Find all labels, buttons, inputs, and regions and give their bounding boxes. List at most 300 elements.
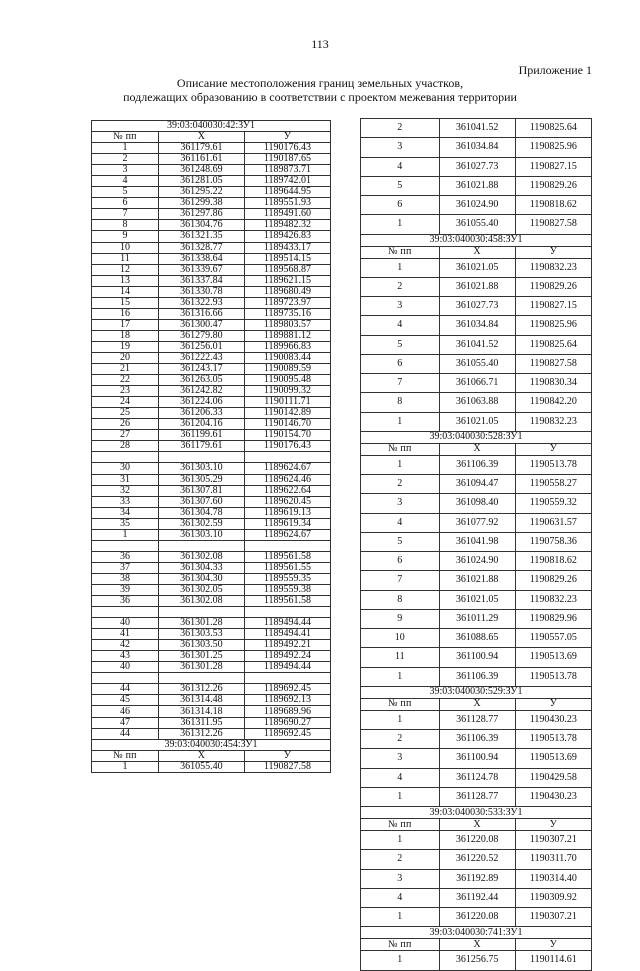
- point-number: 14: [92, 286, 159, 297]
- coordinate-x: 361094.47: [439, 475, 515, 494]
- point-number: 5: [92, 187, 159, 198]
- coordinate-x: 361301.28: [158, 618, 244, 629]
- table-row: [92, 154, 331, 165]
- parcel-cadastral-number: 39:03:040030:528:ЗУ1: [361, 431, 592, 443]
- column-header-y: У: [244, 750, 330, 761]
- table-row: [361, 951, 592, 970]
- point-number: 6: [361, 196, 440, 215]
- point-number: 3: [361, 297, 440, 316]
- table-row: [92, 629, 331, 640]
- coordinate-y: 1190430.23: [515, 710, 591, 729]
- point-number: 1: [92, 761, 159, 772]
- coordinate-x: 361281.05: [158, 176, 244, 187]
- point-number: 7: [92, 209, 159, 220]
- table-row: [92, 264, 331, 275]
- coordinate-x: 361192.89: [439, 869, 515, 888]
- coordinate-x: 361041.98: [439, 532, 515, 551]
- column-header-number: № пп: [92, 750, 159, 761]
- coordinate-x: 361021.88: [439, 277, 515, 296]
- coordinate-x: 361303.50: [158, 640, 244, 651]
- coordinate-x: 361021.05: [439, 258, 515, 277]
- column-header-y: У: [515, 443, 591, 455]
- point-number: 18: [92, 330, 159, 341]
- table-row: [92, 651, 331, 662]
- table-row: [361, 710, 592, 729]
- coordinate-x: 361311.95: [158, 717, 244, 728]
- point-number: 34: [92, 507, 159, 518]
- point-number: 1: [361, 412, 440, 431]
- point-number: 15: [92, 297, 159, 308]
- coordinate-x: 361224.06: [158, 397, 244, 408]
- document-title-line-1: Описание местоположения границ земельных участков,: [176, 76, 464, 90]
- coordinate-y: 1189494.44: [244, 662, 330, 673]
- coordinate-x: [158, 673, 244, 684]
- table-row: [92, 220, 331, 231]
- coordinate-y: 1190111.71: [244, 397, 330, 408]
- coordinate-y: 1190842.20: [515, 393, 591, 412]
- column-header-number: № пп: [361, 443, 440, 455]
- table-row: [361, 571, 592, 590]
- table-row: [92, 474, 331, 485]
- point-number: 4: [361, 768, 440, 787]
- column-header-number: № пп: [361, 698, 440, 710]
- coordinate-x: 361314.18: [158, 706, 244, 717]
- coordinate-x: 361106.39: [439, 455, 515, 474]
- coordinate-x: 361302.08: [158, 596, 244, 607]
- coordinate-x: 361206.33: [158, 408, 244, 419]
- coordinate-x: 361314.48: [158, 695, 244, 706]
- point-number: 1: [361, 710, 440, 729]
- point-number: 1: [361, 951, 440, 970]
- table-row: [92, 607, 331, 618]
- point-number: [92, 540, 159, 551]
- column-header-x: X: [439, 698, 515, 710]
- coordinate-y: 1190429.58: [515, 768, 591, 787]
- point-number: 36: [92, 596, 159, 607]
- coordinate-x: 361316.66: [158, 308, 244, 319]
- table-row: [92, 209, 331, 220]
- point-number: 35: [92, 518, 159, 529]
- point-number: 10: [92, 242, 159, 253]
- coordinate-y: 1190142.89: [244, 408, 330, 419]
- coordinate-y: 1190513.69: [515, 749, 591, 768]
- coordinate-y: 1189482.32: [244, 220, 330, 231]
- coordinates-table-left: [91, 120, 331, 773]
- coordinate-x: 361077.92: [439, 513, 515, 532]
- coordinate-y: 1190827.58: [515, 354, 591, 373]
- coordinate-x: 361124.78: [439, 768, 515, 787]
- table-row: [92, 330, 331, 341]
- coordinate-y: 1189433.17: [244, 242, 330, 253]
- coordinate-x: 361179.61: [158, 143, 244, 154]
- coordinate-x: 361303.53: [158, 629, 244, 640]
- table-row: [92, 242, 331, 253]
- table-row: [92, 463, 331, 474]
- table-row: [92, 584, 331, 595]
- coordinate-y: 1189966.83: [244, 341, 330, 352]
- coordinate-x: 361011.29: [439, 609, 515, 628]
- point-number: 4: [361, 316, 440, 335]
- coordinate-x: 361220.08: [439, 831, 515, 850]
- coordinate-y: 1190825.64: [515, 119, 591, 138]
- point-number: 47: [92, 717, 159, 728]
- table-row: [361, 908, 592, 927]
- coordinate-x: 361339.67: [158, 264, 244, 275]
- coordinate-x: [158, 607, 244, 618]
- coordinate-x: [158, 452, 244, 463]
- table-row: [92, 662, 331, 673]
- coordinate-y: 1189692.45: [244, 684, 330, 695]
- coordinate-x: 361027.73: [439, 297, 515, 316]
- coordinate-y: 1190176.43: [244, 143, 330, 154]
- table-row: [361, 513, 592, 532]
- point-number: 1: [361, 215, 440, 234]
- coordinate-x: 361220.08: [439, 908, 515, 927]
- coordinate-y: 1189644.95: [244, 187, 330, 198]
- coordinate-y: 1189624.46: [244, 474, 330, 485]
- coordinate-y: 1189492.24: [244, 651, 330, 662]
- point-number: 4: [92, 176, 159, 187]
- coordinate-y: 1190825.64: [515, 335, 591, 354]
- point-number: 5: [361, 532, 440, 551]
- point-number: 23: [92, 386, 159, 397]
- table-row: [92, 275, 331, 286]
- table-row: [92, 319, 331, 330]
- coordinate-x: 361256.75: [439, 951, 515, 970]
- point-number: 9: [92, 231, 159, 242]
- column-header-x: X: [439, 939, 515, 951]
- coordinate-x: 361204.16: [158, 419, 244, 430]
- column-header-row: [361, 698, 592, 710]
- coordinate-y: 1189735.16: [244, 308, 330, 319]
- coordinate-y: 1190827.58: [244, 761, 330, 772]
- table-row: [361, 277, 592, 296]
- point-number: 25: [92, 408, 159, 419]
- coordinate-x: 361304.30: [158, 573, 244, 584]
- coordinate-y: 1189561.58: [244, 596, 330, 607]
- table-row: [361, 335, 592, 354]
- coordinate-x: 361263.05: [158, 375, 244, 386]
- point-number: 8: [92, 220, 159, 231]
- coordinate-y: 1190513.78: [515, 667, 591, 686]
- point-number: 3: [361, 749, 440, 768]
- coordinate-x: 361128.77: [439, 710, 515, 729]
- coordinate-x: 361279.80: [158, 330, 244, 341]
- coordinate-y: 1190307.21: [515, 908, 591, 927]
- point-number: 2: [92, 154, 159, 165]
- coordinate-x: [158, 540, 244, 551]
- table-row: [361, 455, 592, 474]
- coordinate-y: 1190307.21: [515, 831, 591, 850]
- coordinate-y: 1189624.67: [244, 463, 330, 474]
- coordinate-y: 1189494.41: [244, 629, 330, 640]
- parcel-title-row: [361, 807, 592, 819]
- coordinate-x: 361098.40: [439, 494, 515, 513]
- point-number: 10: [361, 629, 440, 648]
- coordinate-y: 1189689.96: [244, 706, 330, 717]
- coordinate-y: 1189803.57: [244, 319, 330, 330]
- coordinate-x: 361305.29: [158, 474, 244, 485]
- parcel-cadastral-number: 39:03:040030:529:ЗУ1: [361, 686, 592, 698]
- coordinate-y: 1190832.23: [515, 258, 591, 277]
- coordinate-y: 1190146.70: [244, 419, 330, 430]
- coordinate-x: 361304.78: [158, 507, 244, 518]
- point-number: 3: [361, 138, 440, 157]
- coordinate-y: 1190095.48: [244, 375, 330, 386]
- coordinate-y: 1190154.70: [244, 430, 330, 441]
- parcel-cadastral-number: 39:03:040030:458:ЗУ1: [361, 234, 592, 246]
- coordinate-y: 1189873.71: [244, 165, 330, 176]
- coordinate-x: 361021.88: [439, 571, 515, 590]
- table-row: [361, 768, 592, 787]
- parcel-title-row: [92, 739, 331, 750]
- column-header-y: У: [515, 819, 591, 831]
- point-number: 32: [92, 485, 159, 496]
- coordinate-x: 361055.40: [439, 354, 515, 373]
- point-number: 36: [92, 551, 159, 562]
- table-row: [92, 408, 331, 419]
- table-row: [92, 618, 331, 629]
- table-row: [361, 393, 592, 412]
- table-row: [92, 728, 331, 739]
- point-number: 2: [361, 277, 440, 296]
- table-row: [92, 452, 331, 463]
- table-row: [92, 562, 331, 573]
- parcel-title-row: [361, 686, 592, 698]
- coordinate-x: 361301.28: [158, 662, 244, 673]
- table-row: [92, 518, 331, 529]
- point-number: 11: [361, 648, 440, 667]
- column-header-x: X: [439, 246, 515, 258]
- point-number: 7: [361, 571, 440, 590]
- coordinate-x: 361338.64: [158, 253, 244, 264]
- coordinate-y: 1190430.23: [515, 787, 591, 806]
- table-row: [92, 529, 331, 540]
- parcel-title-row: [361, 927, 592, 939]
- column-header-number: № пп: [92, 132, 159, 143]
- column-header-row: [92, 132, 331, 143]
- coordinate-x: 361041.52: [439, 335, 515, 354]
- coordinate-x: 361330.78: [158, 286, 244, 297]
- table-row: [92, 364, 331, 375]
- coordinate-x: 361307.81: [158, 485, 244, 496]
- point-number: 1: [361, 908, 440, 927]
- coordinate-y: 1190089.59: [244, 364, 330, 375]
- coordinate-y: 1190825.96: [515, 316, 591, 335]
- coordinate-x: 361243.17: [158, 364, 244, 375]
- table-row: [92, 596, 331, 607]
- coordinate-y: 1189621.15: [244, 275, 330, 286]
- coordinate-x: 361321.35: [158, 231, 244, 242]
- parcel-title-row: [361, 431, 592, 443]
- table-row: [361, 749, 592, 768]
- coordinate-y: 1190829.26: [515, 176, 591, 195]
- point-number: 6: [92, 198, 159, 209]
- coordinate-y: 1190825.96: [515, 138, 591, 157]
- table-row: [361, 196, 592, 215]
- table-row: [361, 629, 592, 648]
- point-number: 20: [92, 352, 159, 363]
- column-header-y: У: [515, 698, 591, 710]
- parcel-cadastral-number: 39:03:040030:454:ЗУ1: [92, 739, 331, 750]
- coordinate-y: 1190099.32: [244, 386, 330, 397]
- table-row: [361, 475, 592, 494]
- coordinate-x: 361066.71: [439, 374, 515, 393]
- point-number: 40: [92, 618, 159, 629]
- coordinate-x: 361303.10: [158, 529, 244, 540]
- coordinate-y: 1190083.44: [244, 352, 330, 363]
- column-header-number: № пп: [361, 246, 440, 258]
- coordinate-x: 361304.76: [158, 220, 244, 231]
- table-row: [92, 165, 331, 176]
- table-row: [92, 673, 331, 684]
- point-number: 8: [361, 590, 440, 609]
- coordinate-x: 361248.69: [158, 165, 244, 176]
- coordinate-x: 361034.84: [439, 138, 515, 157]
- coordinate-x: 361100.94: [439, 648, 515, 667]
- table-row: [92, 706, 331, 717]
- coordinate-x: 361106.39: [439, 730, 515, 749]
- point-number: 6: [361, 552, 440, 571]
- point-number: 4: [361, 513, 440, 532]
- coordinate-y: [244, 607, 330, 618]
- coordinate-x: 361222.43: [158, 352, 244, 363]
- coordinate-y: 1189426.83: [244, 231, 330, 242]
- point-number: 5: [361, 335, 440, 354]
- point-number: 38: [92, 573, 159, 584]
- point-number: [92, 673, 159, 684]
- point-number: 43: [92, 651, 159, 662]
- table-row: [361, 532, 592, 551]
- point-number: 5: [361, 176, 440, 195]
- table-row: [92, 397, 331, 408]
- coordinate-x: 361055.40: [158, 761, 244, 772]
- coordinate-y: 1189494.44: [244, 618, 330, 629]
- point-number: 1: [361, 667, 440, 686]
- point-number: 2: [361, 730, 440, 749]
- coordinate-y: 1190832.23: [515, 590, 591, 609]
- coordinate-y: 1190818.62: [515, 552, 591, 571]
- point-number: 41: [92, 629, 159, 640]
- coordinate-x: 361307.60: [158, 496, 244, 507]
- coordinate-x: 361328.77: [158, 242, 244, 253]
- coordinate-x: 361220.52: [439, 850, 515, 869]
- coordinate-x: 361034.84: [439, 316, 515, 335]
- table-row: [361, 648, 592, 667]
- point-number: 1: [361, 455, 440, 474]
- column-header-x: X: [439, 443, 515, 455]
- point-number: 11: [92, 253, 159, 264]
- point-number: 28: [92, 441, 159, 452]
- table-row: [361, 297, 592, 316]
- coordinate-x: 361021.05: [439, 412, 515, 431]
- coordinate-y: 1190558.27: [515, 475, 591, 494]
- point-number: 1: [361, 258, 440, 277]
- coordinate-y: 1189619.34: [244, 518, 330, 529]
- point-number: 3: [92, 165, 159, 176]
- coordinate-x: 361302.05: [158, 584, 244, 595]
- column-header-y: У: [515, 246, 591, 258]
- coordinate-y: 1189561.55: [244, 562, 330, 573]
- coordinate-x: 361128.77: [439, 787, 515, 806]
- coordinate-x: 361055.40: [439, 215, 515, 234]
- coordinate-y: 1189514.15: [244, 253, 330, 264]
- point-number: 9: [361, 609, 440, 628]
- point-number: 31: [92, 474, 159, 485]
- point-number: 1: [92, 529, 159, 540]
- coordinate-y: 1190631.57: [515, 513, 591, 532]
- coordinate-y: 1190829.26: [515, 277, 591, 296]
- coordinate-x: 361088.65: [439, 629, 515, 648]
- point-number: 19: [92, 341, 159, 352]
- coordinate-x: 361027.73: [439, 157, 515, 176]
- coordinate-x: 361192.44: [439, 888, 515, 907]
- coordinate-y: 1189680.49: [244, 286, 330, 297]
- point-number: 21: [92, 364, 159, 375]
- table-row: [92, 198, 331, 209]
- point-number: 24: [92, 397, 159, 408]
- coordinate-x: 361161.61: [158, 154, 244, 165]
- coordinate-x: 361303.10: [158, 463, 244, 474]
- coordinate-x: 361179.61: [158, 441, 244, 452]
- table-row: [92, 187, 331, 198]
- point-number: 6: [361, 354, 440, 373]
- point-number: 33: [92, 496, 159, 507]
- coordinate-y: 1189568.87: [244, 264, 330, 275]
- table-row: [361, 157, 592, 176]
- table-row: [361, 374, 592, 393]
- table-row: [92, 430, 331, 441]
- coordinate-y: 1190818.62: [515, 196, 591, 215]
- coordinate-x: 361024.90: [439, 196, 515, 215]
- table-row: [361, 667, 592, 686]
- coordinate-y: 1190832.23: [515, 412, 591, 431]
- parcel-title-row: [361, 234, 592, 246]
- coordinate-y: [244, 452, 330, 463]
- column-header-y: У: [244, 132, 330, 143]
- coordinate-x: 361021.88: [439, 176, 515, 195]
- table-row: [361, 494, 592, 513]
- point-number: 13: [92, 275, 159, 286]
- coordinate-y: 1190176.43: [244, 441, 330, 452]
- coordinate-y: 1190314.40: [515, 869, 591, 888]
- column-header-number: № пп: [361, 819, 440, 831]
- coordinate-y: 1190557.05: [515, 629, 591, 648]
- coordinate-y: 1189559.38: [244, 584, 330, 595]
- table-row: [92, 640, 331, 651]
- coordinate-x: 361312.26: [158, 728, 244, 739]
- coordinate-y: 1190830.34: [515, 374, 591, 393]
- point-number: 4: [361, 888, 440, 907]
- table-row: [361, 831, 592, 850]
- coordinate-x: 361021.05: [439, 590, 515, 609]
- parcel-cadastral-number: 39:03:040030:741:ЗУ1: [361, 927, 592, 939]
- coordinate-y: 1189559.35: [244, 573, 330, 584]
- point-number: 2: [361, 850, 440, 869]
- point-number: [92, 452, 159, 463]
- coordinate-y: 1190559.32: [515, 494, 591, 513]
- point-number: 22: [92, 375, 159, 386]
- table-row: [361, 138, 592, 157]
- coordinate-y: 1189491.60: [244, 209, 330, 220]
- table-row: [92, 761, 331, 772]
- point-number: 45: [92, 695, 159, 706]
- table-row: [92, 352, 331, 363]
- table-row: [361, 850, 592, 869]
- table-row: [361, 215, 592, 234]
- point-number: 3: [361, 869, 440, 888]
- table-row: [92, 496, 331, 507]
